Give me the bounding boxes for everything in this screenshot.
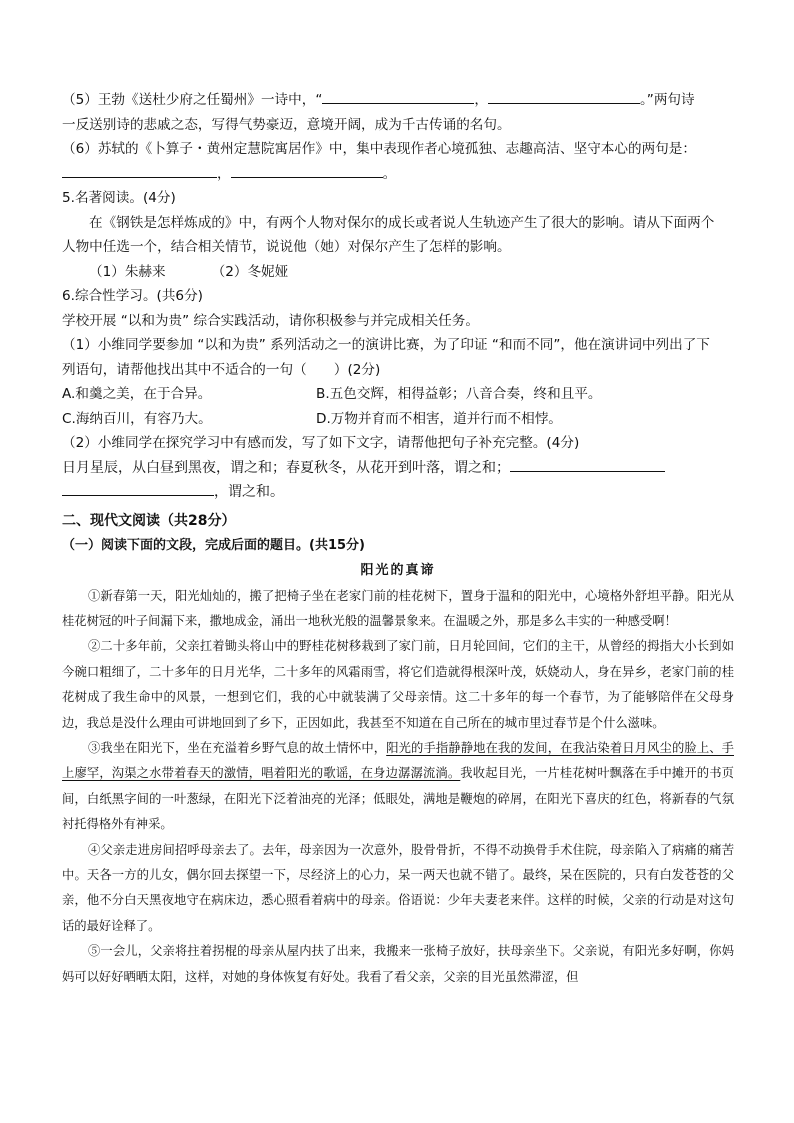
q6-options-cd (62, 407, 734, 432)
option-a: A.和羹之美，在于合异。 (62, 386, 212, 402)
answer-blank[interactable] (322, 88, 474, 104)
q6-title: 6.综合性学习。(共6分) (62, 288, 203, 304)
option-b: B.五色交辉，相得益彰；八音合奏，终和且平。 (316, 386, 602, 402)
answer-blank[interactable] (231, 162, 383, 178)
section-heading: 二、现代文阅读（共28分） (62, 512, 236, 529)
option-c: C.海纳百川，有容乃大。 (62, 410, 212, 427)
answer-blank[interactable] (62, 480, 214, 496)
article-paragraph-5: ⑤一会儿，父亲将拄着拐棍的母亲从屋内扶了出来，我搬来一张椅子放好，扶母亲坐下。父亲说，有阳光多好啊，你妈妈可以好好晒晒太阳，这样，对她的身体恢复有好处。我看了看父亲，父亲的目光虽然滞涩，但 (62, 944, 734, 984)
q6-part2-line1: （2）小维同学在探究学习中有感而发，写了如下文字，请帮他把句子补充完整。(4分) (62, 435, 580, 451)
answer-blank[interactable] (510, 456, 665, 472)
subsection-heading: （一）阅读下面的文段，完成后面的题目。(共15分) (62, 537, 365, 553)
q6-part2-line2: 日月星辰，从白昼到黑夜，谓之和；春夏秋冬，从花开到叶落，谓之和； (62, 456, 734, 481)
q5-option-2: （2）冬妮娅 (211, 263, 289, 280)
q6-part2-line3: ，谓之和。 (62, 480, 734, 505)
q5-option-1: （1）朱赫来 (89, 263, 166, 280)
exam-page (62, 88, 734, 990)
option-d: D.万物并育而不相害，道并行而不相悖。 (316, 410, 562, 427)
q5-title: 5.名著阅读。(4分) (62, 190, 176, 206)
q4-item6-line1: （6）苏轼的《卜算子・黄州定慧院寓居作》中，集中表现作者心境孤独、志趣高洁、坚守本心的两句是： (62, 141, 696, 157)
article-paragraph-3: ③我坐在阳光下，坐在充溢着乡野气息的故土情怀中，阳光的手指静静地在我的发间，在我沾染着日月风尘的脸上、手上廖罕，沟渠之水带着春天的激情，唱着阳光的歌谣，在身边潺潺流淌。我收起目光，一片桂花树叶飘落在手中摊开的书页间，白纸黑字间的一叶葱绿，在阳光下泛着油亮的光泽；低眼处，满地是鞭炮的碎屑，在阳光下喜庆的红色，将新春的气氛衬托得格外有神采。 (62, 740, 734, 832)
q4-item6-line2: ， 。 (62, 162, 734, 187)
answer-blank[interactable] (62, 162, 217, 178)
article-paragraph-2: ②二十多年前，父亲扛着锄头将山中的野桂花树移栽到了家门前，日月轮回间，它们的主干，从曾经的拇指大小长到如今碗口粗细了，二十多年的日月光华，二十多年的风霜雨雪，将它们造就得根深叶茂，妖娆动人，身在异乡，老家门前的桂花树成了我生命中的风景，一想到它们，我的心中就装满了父母亲情。这二十多年的每一个春节，为了能够陪伴在父母身边，我总是没什么理由可讲地回到了乡下，正因如此，我甚至不知道在自己所在的城市里过春节是个什么滋味。 (62, 639, 734, 730)
q6-part1-line2: 列语句，请帮他找出其中不适合的一句（ ）(2分) (62, 361, 381, 378)
article-title: 阳光的真谛 (360, 562, 436, 578)
underlined-sentence: 阳光的手指静静地在我的发间，在我沾染着日月风尘的脸上、手上廖罕，沟渠之水带着春天的激情，唱着阳光的歌谣，在身边潺潺流淌。 (62, 740, 734, 781)
q6-options-ab (62, 382, 734, 407)
q5-line1: 在《钢铁是怎样炼成的》中，有两个人物对保尔的成长或者说人生轨迹产生了很大的影响。请从下面两个 (89, 214, 715, 231)
article-paragraph-1: ①新春第一天，阳光灿灿的，搬了把椅子坐在老家门前的桂花树下，置身于温和的阳光中，心境格外舒坦平静。阳光从桂花树冠的叶子间漏下来，撒地成金，涌出一地秋光般的温馨景象来。在温暖之外，那是多么丰实的一种感受啊！ (62, 588, 734, 628)
q6-intro: 学校开展 “以和为贵” 综合实践活动，请你积极参与并完成相关任务。 (62, 312, 479, 329)
article-paragraph-4: ④父亲走进房间招呼母亲去了。去年，母亲因为一次意外，股骨骨折，不得不动换骨手术住院，母亲陷入了病痛的痛苦中。天各一方的儿女，偶尔回去探望一下，尽经济上的心力，呆一两天也就不错了。最终，呆在医院的，只有白发苍苍的父亲，他不分白天黑夜地守在病床边，悉心照看着病中的母亲。俗语说：少年夫妻老来伴。这样的时候，父亲的行动是对这句话的最好诠释了。 (62, 842, 734, 933)
answer-blank[interactable] (488, 88, 640, 104)
q5-line2: 人物中任选一个，结合相关情节，说说他（她）对保尔产生了怎样的影响。 (62, 239, 511, 255)
q4-item5-line2: 一反送别诗的悲戚之态，写得气势豪迈，意境开阔，成为千古传诵的名句。 (62, 116, 511, 133)
q5-options (62, 260, 734, 285)
q4-item5-line1: （5）王勃《送杜少府之任蜀州》一诗中，“ ， 。”两句诗 (62, 88, 734, 113)
q6-part1-line1: （1）小维同学要参加 “以和为贵” 系列活动之一的演讲比赛，为了印证 “和而不同”，他在演讲词中列出了下 (62, 337, 710, 353)
